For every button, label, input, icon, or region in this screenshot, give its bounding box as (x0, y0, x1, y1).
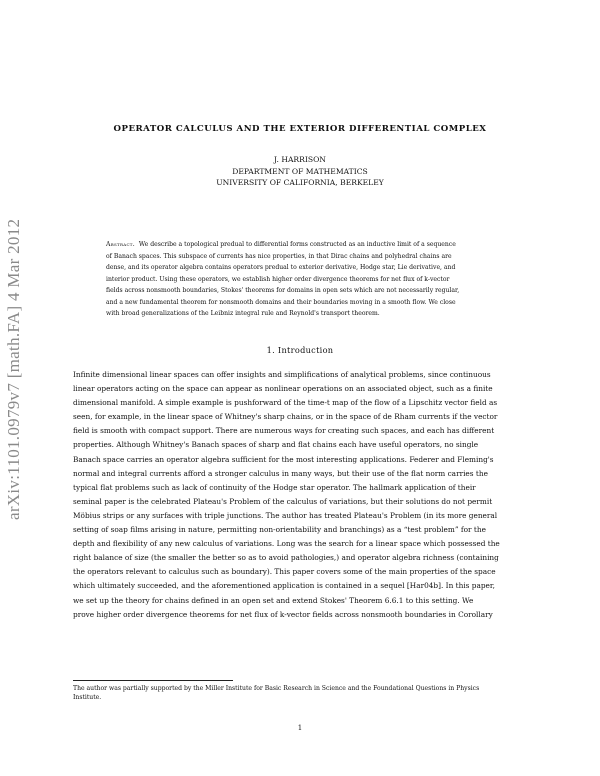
section-heading: 1. Introduction (266, 345, 334, 355)
body-line: typical flat problems such as lack of continuity of the Hodge star operator. The hallmark application of their (73, 482, 476, 492)
body-line: depth and flexibility of any new calculus of variations. Long was the search for a linear space which possessed the (73, 539, 500, 549)
body-line: setting of soap films arising in nature, permitting non-orientability and branchings) as a “test problem” for the (73, 525, 486, 535)
abstract-line: with broad generalizations of the Leibniz integral rule and Reynold's transport theorem. (106, 310, 380, 317)
footnote-line: The author was partially supported by the Miller Institute for Basic Research in Science and the Foundational Questions in Physics (73, 685, 480, 692)
body-line: right balance of size (the smaller the better so as to avoid pathologies,) and operator algebra richness (containing (73, 553, 499, 563)
body-line: normal and integral currents afford a stronger calculus in many ways, but their use of the flat norm carries the (73, 468, 488, 478)
body-line: dimensional manifold. A simple example is pushforward of the time-t map of the flow of a Lipschitz vector field as (73, 398, 498, 408)
body-line: we set up the theory for chains defined in an open set and extend Stokes' Theorem 6.6.1 to this setting. We (73, 595, 474, 605)
body-line: field is smooth with compact support. There are numerous ways for creating such spaces, and each has different (73, 426, 495, 436)
abstract-line: dense, and its operator algebra contains operators predual to exterior derivative, Hodge star, Lie derivative, and (106, 264, 456, 271)
body-line: properties. Although Whitney's Banach spaces of sharp and flat chains each have useful operators, no single (73, 440, 479, 450)
author-block (60, 154, 540, 189)
abstract-line: interior product. Using these operators, we establish higher order divergence theorems for net flux of k-vector (106, 275, 450, 283)
abstract-line (106, 239, 494, 251)
abstract-text: We describe a topological predual to differential forms constructed as an inductive limit of a sequence (138, 241, 456, 248)
abstract (106, 239, 494, 320)
body-text (73, 368, 528, 622)
body-line: prove higher order divergence theorems for net flux of k-vector fields across nonsmooth boundaries in Corollary (73, 609, 493, 619)
body-line: which ultimately succeeded, and the aforementioned application is contained in a sequel [Har04b]. In this paper, (73, 581, 495, 591)
page-number: 1 (297, 724, 303, 732)
body-line: Möbius strips or any surfaces with triple junctions. The author has treated Plateau's Problem (in its more general (73, 510, 498, 520)
author-university: UNIVERSITY OF CALIFORNIA, BERKELEY (216, 178, 384, 187)
body-line: Banach space carries an operator algebra sufficient for the most interesting applications. Federer and Fleming's (73, 454, 494, 464)
abstract-line: of Banach spaces. This subspace of currents has nice properties, in that Dirac chains and polyhedral chains are (106, 252, 452, 260)
paper-title: OPERATOR CALCULUS AND THE EXTERIOR DIFFERENTIAL COMPLEX (113, 124, 487, 134)
footnote-line: Institute. (73, 693, 102, 701)
abstract-label: Abstract. (106, 241, 136, 248)
author-department: DEPARTMENT OF MATHEMATICS (232, 166, 368, 176)
arxiv-identifier[interactable]: arXiv:1101.0979v7 [math.FA] 4 Mar 2012 (4, 218, 23, 520)
abstract-line: and a new fundamental theorem for nonsmooth domains and their boundaries moving in a smooth flow. We close (106, 298, 456, 306)
body-line: the operators relevant to calculus such as boundary). This paper covers some of the main properties of the space (73, 567, 496, 577)
footnote (73, 685, 528, 702)
body-line: linear operators acting on the space can appear as nonlinear operations on an associated object, such as a finite (73, 384, 493, 394)
footnote-rule (73, 680, 233, 681)
body-line: seen, for example, in the linear space of Whitney's sharp chains, or in the space of de Rham currents if the vector (73, 412, 498, 422)
author-name: J. HARRISON (274, 155, 326, 164)
abstract-line: fields across nonsmooth boundaries, Stokes' theorems for domains in open sets which are not necessarily regular, (106, 287, 460, 294)
body-line: Infinite dimensional linear spaces can offer insights and simplifications of analytical problems, since continuous (73, 370, 491, 379)
body-line: seminal paper is the celebrated Plateau's Problem of the calculus of variations, but their solutions do not permit (73, 496, 493, 506)
